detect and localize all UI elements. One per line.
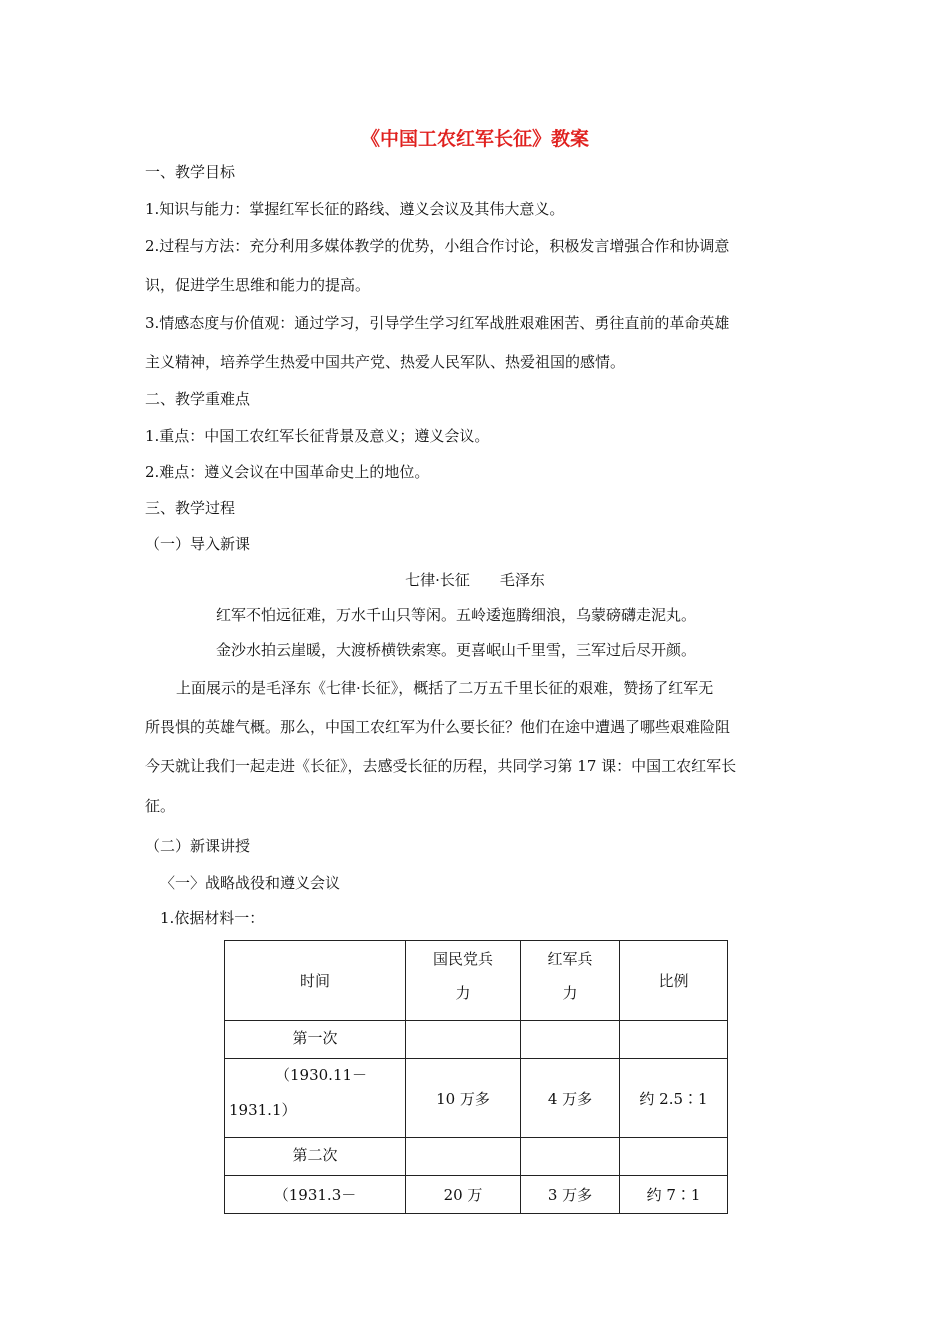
intro-paragraph-3: 今天就让我们一起走进《长征》，去感受长征的历程，共同学习第 17 课：中国工农红军长: [145, 757, 737, 775]
cell-kmt: 10 万多: [406, 1059, 521, 1138]
header-ratio: 比例: [620, 941, 728, 1021]
poem-line-2: 金沙水拍云崖暖，大渡桥横铁索寒。更喜岷山千里雪，三军过后尽开颜。: [216, 641, 697, 659]
cell-time: 第一次: [225, 1021, 406, 1059]
header-time: 时间: [225, 941, 406, 1021]
cell-time: （1931.3－: [225, 1176, 406, 1214]
poem-heading: 七律·长征 毛泽东: [405, 571, 545, 589]
cell-time: 第二次: [225, 1138, 406, 1176]
material-label: 1.依据材料一：: [160, 909, 265, 927]
objective-emotion-2: 主义精神，培养学生热爱中国共产党、热爱人民军队、热爱祖国的感情。: [145, 353, 626, 371]
cell-red-army: 4 万多: [521, 1059, 620, 1138]
cell-kmt: 20 万: [406, 1176, 521, 1214]
keypoint-focus: 1.重点：中国工农红军长征背景及意义；遵义会议。: [145, 427, 490, 445]
section-heading-process: 三、教学过程: [145, 499, 236, 517]
objective-knowledge: 1.知识与能力：掌握红军长征的路线、遵义会议及其伟大意义。: [145, 200, 565, 218]
table-header-row: [225, 941, 728, 1021]
objective-process-1: 2.过程与方法：充分利用多媒体教学的优势，小组合作讨论，积极发言增强合作和协调意: [145, 237, 730, 255]
subheading-new-lesson: （二）新课讲授: [145, 837, 251, 855]
troop-comparison-table: [224, 940, 728, 1214]
table-row: [225, 1138, 728, 1176]
cell-ratio: 约 2.5∶1: [620, 1059, 728, 1138]
header-red-army-forces: 红军兵 力: [521, 941, 620, 1021]
table-row: [225, 1176, 728, 1214]
table-row: [225, 1021, 728, 1059]
keypoint-difficulty: 2.难点：遵义会议在中国革命史上的地位。: [145, 463, 430, 481]
intro-paragraph-2: 所畏惧的英雄气概。那么，中国工农红军为什么要长征？他们在途中遭遇了哪些艰难险阻: [145, 718, 731, 736]
intro-paragraph-4: 征。: [145, 797, 176, 815]
section-heading-objectives: 一、教学目标: [145, 163, 236, 181]
cell-time: （1930.11－ 1931.1）: [225, 1059, 406, 1138]
intro-paragraph-1: 上面展示的是毛泽东《七律·长征》，概括了二万五千里长征的艰难，赞扬了红军无: [176, 679, 714, 697]
cell-ratio: 约 7∶1: [620, 1176, 728, 1214]
subsection-heading: 〈一〉战略战役和遵义会议: [160, 874, 341, 892]
objective-emotion-1: 3.情感态度与价值观：通过学习，引导学生学习红军战胜艰难困苦、勇往直前的革命英雄: [145, 314, 730, 332]
objective-process-2: 识，促进学生思维和能力的提高。: [145, 276, 371, 294]
table-row: [225, 1059, 728, 1138]
cell-red-army: 3 万多: [521, 1176, 620, 1214]
subheading-intro: （一）导入新课: [145, 535, 251, 553]
document-title: 《中国工农红军长征》教案: [360, 128, 589, 150]
section-heading-keypoints: 二、教学重难点: [145, 390, 251, 408]
header-kmt-forces: 国民党兵 力: [406, 941, 521, 1021]
poem-line-1: 红军不怕远征难，万水千山只等闲。五岭逶迤腾细浪，乌蒙磅礴走泥丸。: [216, 606, 697, 624]
